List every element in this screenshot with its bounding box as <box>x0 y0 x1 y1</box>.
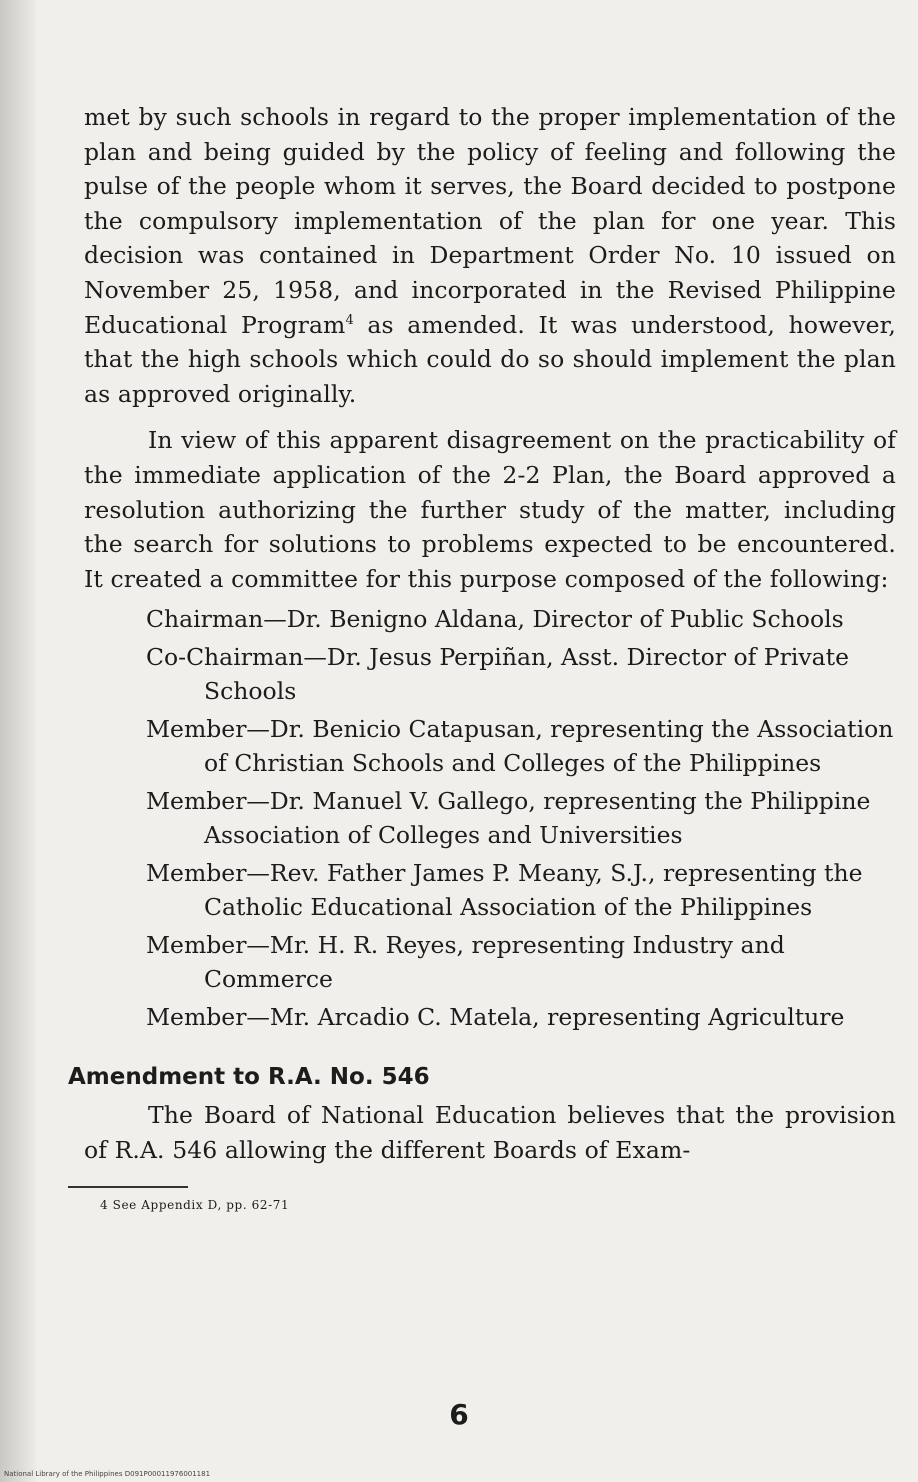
committee-members-list <box>146 602 896 1034</box>
paragraph-1-end: as amended. It was understood, however, that the high schools which could do so should implement the plan as approved originally. <box>84 310 896 408</box>
member-item: Co-Chairman—Dr. Jesus Perpiñan, Asst. Director of Private Schools <box>146 642 849 706</box>
member-item: Chairman—Dr. Benigno Aldana, Director of Public Schools <box>146 605 844 634</box>
document-page <box>68 100 896 1212</box>
footnote-marker: 4 <box>345 312 354 328</box>
scan-credit: National Library of the Philippines D091P00011976001181 <box>4 1470 211 1478</box>
footnote-rule <box>68 1186 188 1188</box>
member-item: Member—Rev. Father James P. Meany, S.J., representing the Catholic Educational Association of the Philippines <box>146 858 863 922</box>
page-number: 6 <box>449 1398 469 1431</box>
paragraph-1-text: met by such schools in regard to the proper implementation of the plan and being guided by the policy of feeling and following the pulse of the people whom it serves, the Board decided to postpone the compulsory implementation of the plan for one year. This decision was contained in Department Order No. 10 issued on November 25, 1958, and incorporated in the Revised Philippine Educational Program <box>84 103 896 339</box>
footnote: 4 See Appendix D, pp. 62-71 <box>100 1197 290 1212</box>
member-item: Member—Dr. Benicio Catapusan, representing the Association of Christian Schools and Colleges of the Philippines <box>146 714 894 778</box>
paragraph-2: In view of this apparent disagreement on the practicability of the immediate application of the 2-2 Plan, the Board approved a resolution authorizing the further study of the matter, including the search for solutions to problems expected to be encountered. It created a committee for this purpose composed of the following: <box>84 426 896 593</box>
section-heading: Amendment to R.A. No. 546 <box>68 1064 430 1091</box>
member-item: Member—Mr. Arcadio C. Matela, representing Agriculture <box>146 1002 845 1031</box>
page-edge-shadow <box>0 0 36 1482</box>
paragraph-3: The Board of National Education believes that the provision of R.A. 546 allowing the different Boards of Exam- <box>84 1101 896 1164</box>
member-item: Member—Mr. H. R. Reyes, representing Industry and Commerce <box>146 930 785 994</box>
paragraph-1 <box>84 100 896 411</box>
member-item: Member—Dr. Manuel V. Gallego, representing the Philippine Association of Colleges and Universities <box>146 786 871 850</box>
